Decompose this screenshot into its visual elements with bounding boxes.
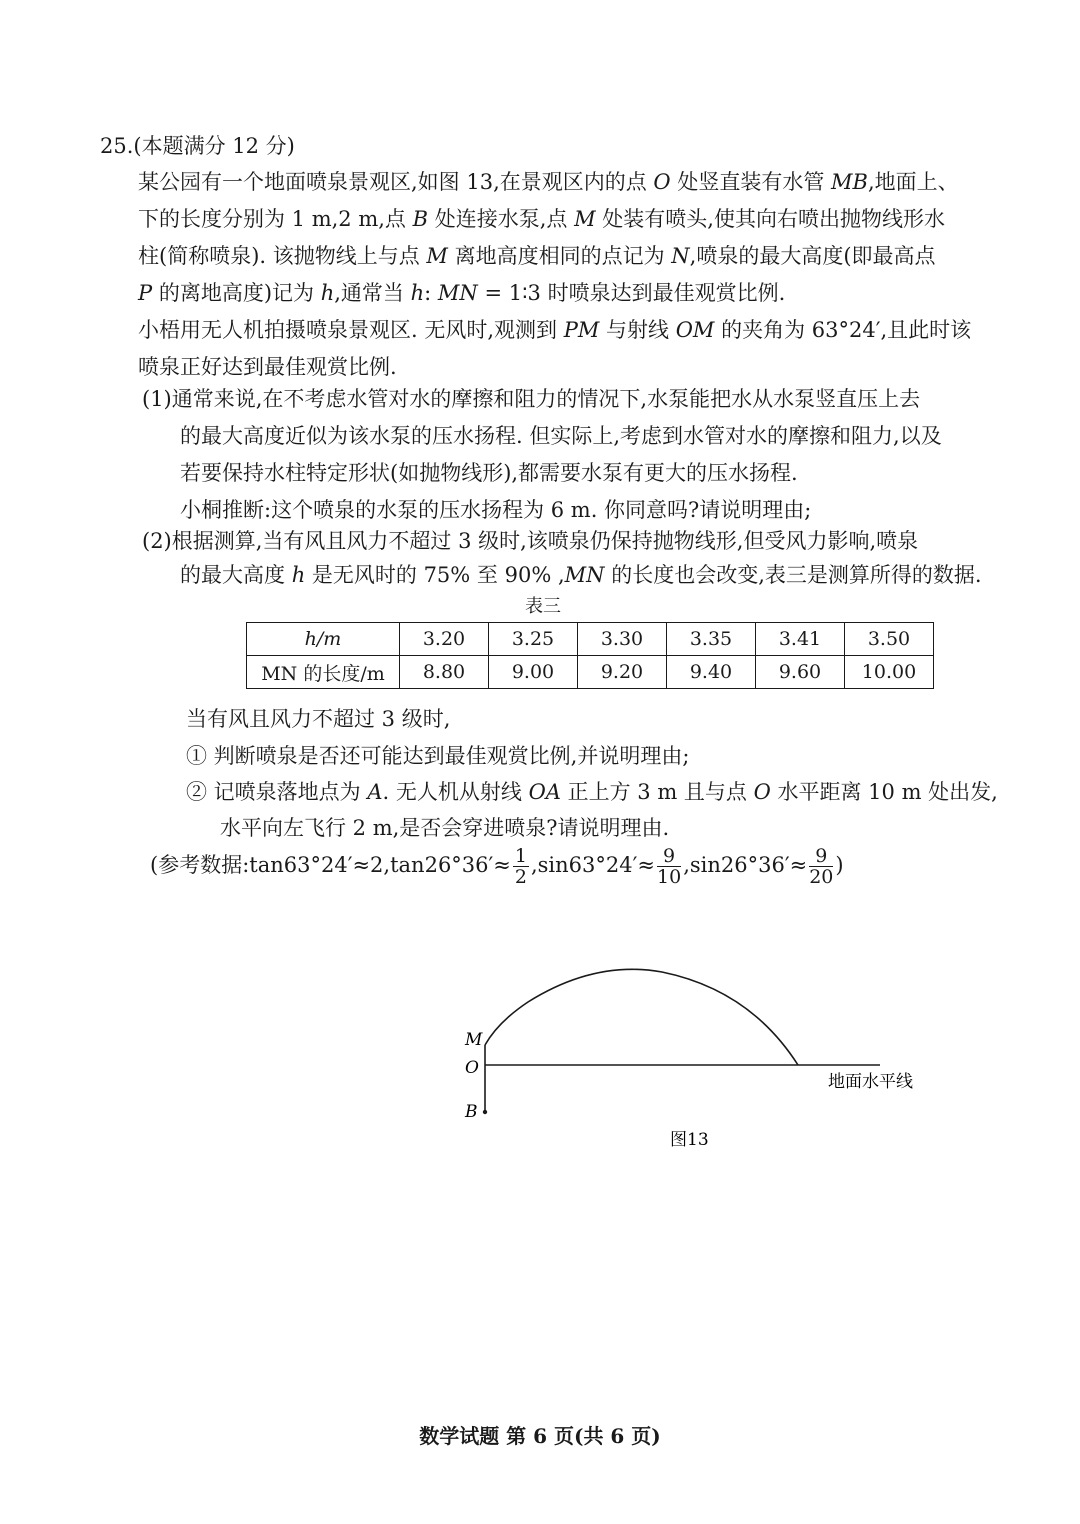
- fountain-parabola: [485, 969, 798, 1065]
- label-b: B: [465, 1102, 478, 1122]
- text-line: 小梧用无人机拍摄喷泉景观区. 无风时,观测到 PM 与射线 OM 的夹角为 63°24′,且此时该: [138, 318, 972, 342]
- table-cell: 3.50: [845, 623, 934, 656]
- text-line: 小桐推断:这个喷泉的水泵的压水扬程为 6 m. 你同意吗?请说明理由;: [180, 498, 812, 522]
- label-m: M: [465, 1030, 483, 1050]
- text-line: 喷泉正好达到最佳观赏比例.: [138, 355, 397, 379]
- text-line: (1)通常来说,在不考虑水管对水的摩擦和阻力的情况下,水泵能把水从水泵竖直压上去: [142, 387, 921, 411]
- label-o: O: [465, 1058, 479, 1078]
- text-line: 水平向左飞行 2 m,是否会穿进喷泉?请说明理由.: [220, 816, 670, 840]
- table-row: [247, 623, 934, 656]
- text-line: (2)根据测算,当有风且风力不超过 3 级时,该喷泉仍保持抛物线形,但受风力影响,喷泉: [142, 529, 919, 553]
- table-title: 表三: [525, 596, 561, 617]
- data-table: [246, 622, 934, 689]
- text-line: 的最大高度近似为该水泵的压水扬程. 但实际上,考虑到水管对水的摩擦和阻力,以及: [180, 424, 942, 448]
- text-line: 柱(简称喷泉). 该抛物线上与点 M 离地高度相同的点记为 N,喷泉的最大高度(即最高点: [138, 244, 936, 268]
- fraction: $\frac{1}{2}$: [514, 845, 527, 888]
- text-line: ① 判断喷泉是否还可能达到最佳观赏比例,并说明理由;: [186, 744, 690, 768]
- fraction: $\frac{9}{10}$: [657, 845, 682, 888]
- table-cell: 3.41: [756, 623, 845, 656]
- table-row-header-h: h/m: [247, 623, 400, 656]
- table-cell: 3.20: [400, 623, 489, 656]
- table-cell: 9.40: [667, 656, 756, 689]
- text-line: 若要保持水柱特定形状(如抛物线形),都需要水泵有更大的压水扬程.: [180, 461, 798, 485]
- text-line: P 的离地高度)记为 h,通常当 h: MN = 1∶3 时喷泉达到最佳观赏比例.: [138, 281, 786, 305]
- figure-caption: 图13: [670, 1130, 709, 1150]
- table-cell: 9.20: [578, 656, 667, 689]
- fraction: $\frac{9}{20}$: [809, 845, 834, 888]
- text-line: 的最大高度 h 是无风时的 75% 至 90% ,MN 的长度也会改变,表三是测算所得的数据.: [180, 563, 982, 587]
- question-number: 25.(本题满分 12 分): [100, 134, 295, 158]
- table-cell: 3.30: [578, 623, 667, 656]
- table-cell: 3.35: [667, 623, 756, 656]
- ground-label: 地面水平线: [828, 1072, 913, 1092]
- point-b: [483, 1110, 487, 1114]
- table-cell: 9.60: [756, 656, 845, 689]
- table-cell: 10.00: [845, 656, 934, 689]
- figure-13: [440, 960, 940, 1160]
- table-cell: 8.80: [400, 656, 489, 689]
- table-row-header-mn: MN 的长度/m: [247, 656, 400, 689]
- text-line: 下的长度分别为 1 m,2 m,点 B 处连接水泵,点 M 处装有喷头,使其向右喷出抛物线形水: [138, 207, 945, 231]
- table-cell: 3.25: [489, 623, 578, 656]
- reference-data: (参考数据:tan63°24′≈2,tan26°36′≈ $\frac{1}{2}$ ,sin63°24′≈ $\frac{9}{10}$ ,sin26°36′≈ $\frac{9}{20}$ ): [150, 845, 844, 888]
- text-line: 某公园有一个地面喷泉景观区,如图 13,在景观区内的点 O 处竖直装有水管 MB,地面上、: [138, 170, 959, 194]
- text-line: 当有风且风力不超过 3 级时,: [186, 707, 451, 731]
- page-footer: 数学试题 第 6 页(共 6 页): [419, 1424, 661, 1448]
- table-cell: 9.00: [489, 656, 578, 689]
- table-row: [247, 656, 934, 689]
- text-line: ② 记喷泉落地点为 A. 无人机从射线 OA 正上方 3 m 且与点 O 水平距离 10 m 处出发,: [186, 780, 998, 804]
